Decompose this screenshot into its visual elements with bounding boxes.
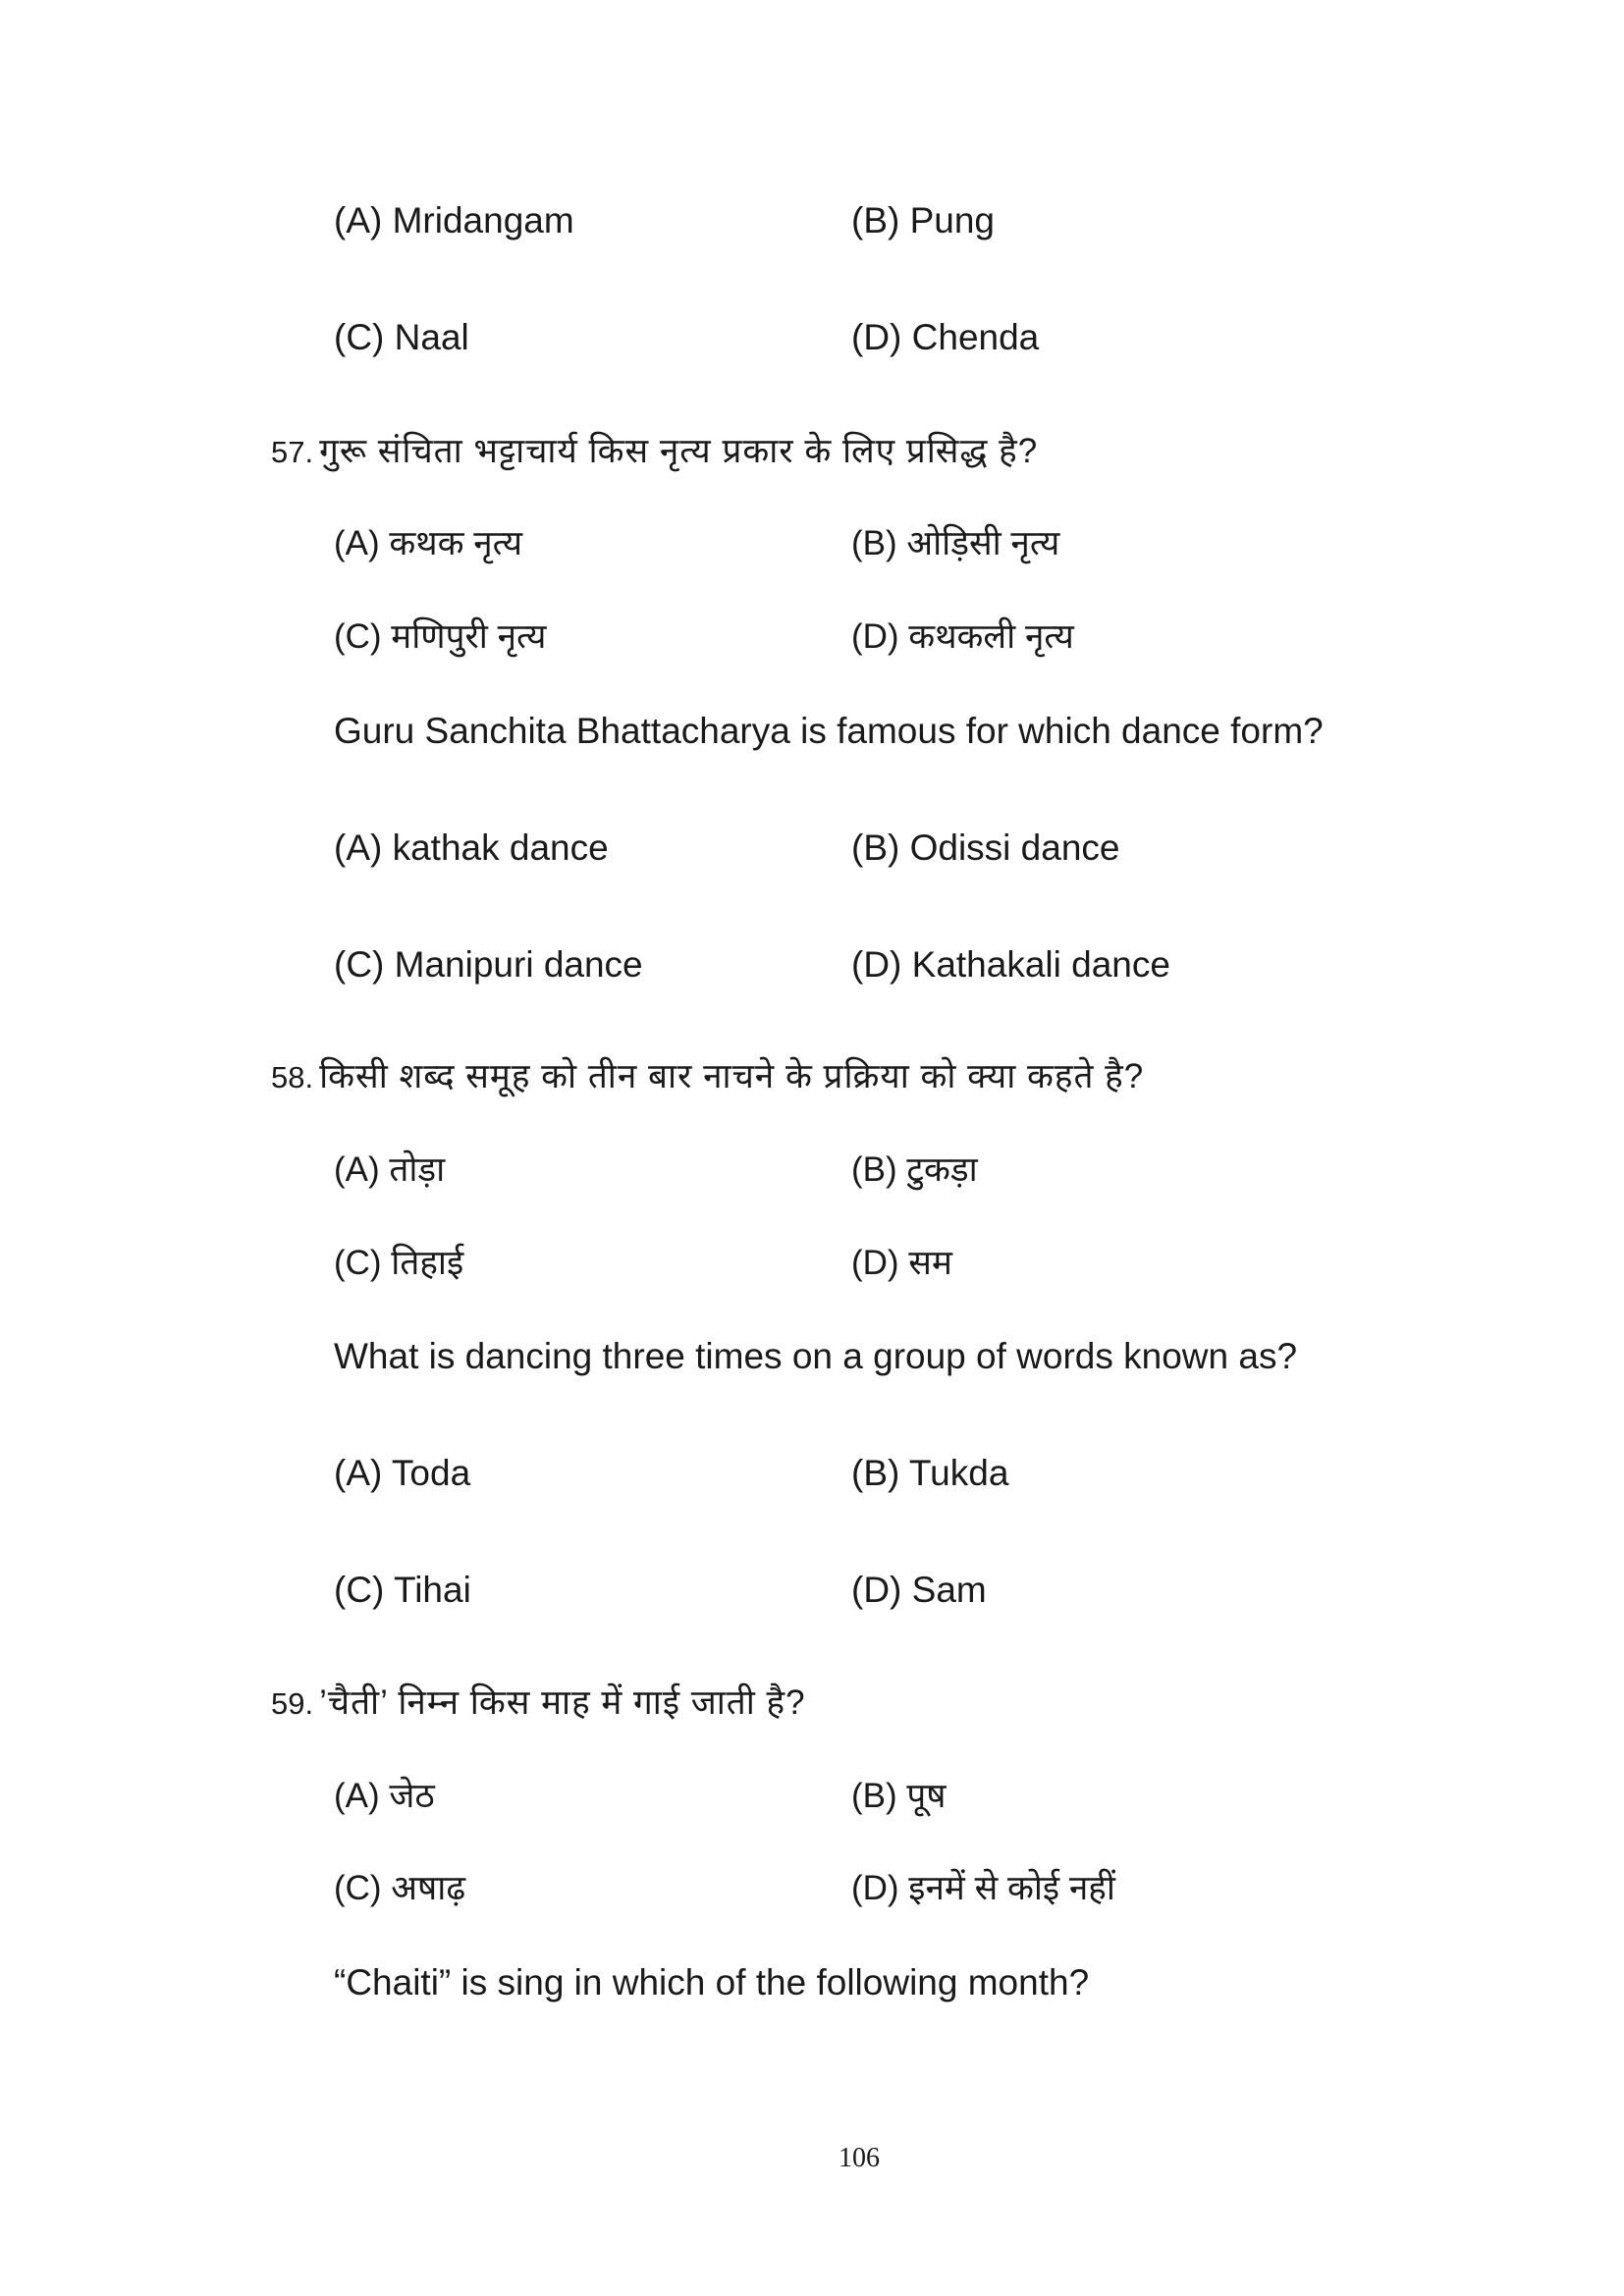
q59-option-d-hindi: (D) इनमें से कोई नहीं — [851, 1869, 1115, 1907]
q59-option-b-hindi: (B) पूष — [851, 1777, 947, 1815]
q59-option-c-hindi: (C) अषाढ़ — [334, 1869, 466, 1907]
page-number: 106 — [839, 2143, 880, 2173]
q57-option-c: (C) Manipuri dance — [334, 944, 643, 985]
q57-option-c-hindi: (C) मणिपुरी नृत्य — [334, 617, 547, 656]
q59-text-hindi: ’चैती’ निम्न किस माह में गाई जाती है? — [319, 1683, 806, 1722]
q58-question-english: What is dancing three times on a group of words known as? — [334, 1336, 1298, 1376]
q56-option-c: (C) Naal — [334, 317, 469, 357]
q59-number: 59. — [271, 1686, 314, 1721]
q58-option-c-hindi: (C) तिहाई — [334, 1244, 464, 1282]
q58-option-a-hindi: (A) तोड़ा — [334, 1150, 446, 1189]
q57-option-b-hindi: (B) ओड़िसी नृत्य — [851, 524, 1060, 562]
q59-question-hindi — [271, 1685, 806, 1720]
q57-option-d: (D) Kathakali dance — [851, 944, 1170, 985]
q57-number: 57. — [271, 435, 314, 469]
q58-number: 58. — [271, 1060, 314, 1095]
q58-option-b: (B) Tukda — [851, 1453, 1009, 1493]
q57-question-english: Guru Sanchita Bhattacharya is famous for which dance form? — [334, 711, 1324, 751]
q57-option-a-hindi: (A) कथक नृत्य — [334, 524, 523, 562]
q58-option-d: (D) Sam — [851, 1570, 987, 1610]
q58-option-d-hindi: (D) सम — [851, 1244, 952, 1282]
q58-question-hindi — [271, 1059, 1144, 1094]
q57-text-hindi: गुरू संचिता भट्टाचार्य किस नृत्य प्रकार के लिए प्रसिद्ध है? — [319, 432, 1039, 470]
q57-option-d-hindi: (D) कथकली नृत्य — [851, 617, 1074, 656]
q58-text-hindi: किसी शब्द समूह को तीन बार नाचने के प्रक्रिया को क्या कहते है? — [319, 1057, 1145, 1095]
q58-option-b-hindi: (B) टुकड़ा — [851, 1150, 978, 1189]
q57-option-a: (A) kathak dance — [334, 828, 609, 868]
q56-option-b: (B) Pung — [851, 200, 996, 240]
q57-question-hindi — [271, 434, 1038, 468]
q59-option-a-hindi: (A) जेठ — [334, 1777, 435, 1815]
q59-question-english: “Chaiti” is sing in which of the following month? — [334, 1962, 1090, 2002]
q56-option-d: (D) Chenda — [851, 317, 1040, 357]
q56-option-a: (A) Mridangam — [334, 200, 574, 240]
q57-option-b: (B) Odissi dance — [851, 828, 1120, 868]
q58-option-c: (C) Tihai — [334, 1570, 471, 1610]
q58-option-a: (A) Toda — [334, 1453, 471, 1493]
